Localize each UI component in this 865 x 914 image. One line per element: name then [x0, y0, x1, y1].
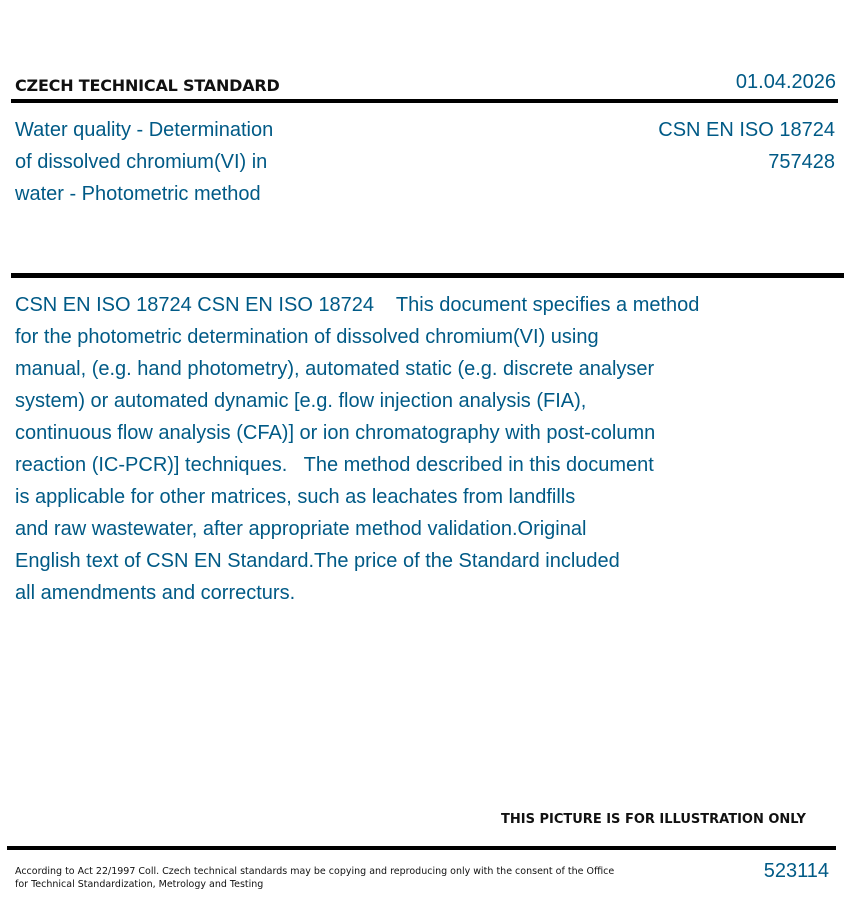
legal-line: for Technical Standardization, Metrology and Testing — [15, 879, 264, 890]
abstract-line: manual, (e.g. hand photometry), automated static (e.g. discrete analyser — [15, 358, 655, 380]
abstract-line: continuous flow analysis (CFA)] or ion chromatography with post-column — [15, 422, 656, 444]
abstract — [15, 289, 699, 609]
legal-line: According to Act 22/1997 Coll. Czech technical standards may be copying and reproducing only with the consent of the Office — [15, 866, 615, 877]
legal-notice — [15, 865, 614, 891]
abstract-line: CSN EN ISO 18724 CSN EN ISO 18724 This document specifies a method — [15, 294, 700, 316]
abstract-line: all amendments and correcturs. — [15, 582, 296, 604]
standard-category: CZECH TECHNICAL STANDARD — [15, 76, 280, 95]
abstract-line: reaction (IC-PCR)] techniques. The method described in this document — [15, 454, 654, 476]
title-divider — [11, 273, 844, 278]
catalog-number: 757428 — [768, 151, 835, 173]
abstract-line: is applicable for other matrices, such as leachates from landfills — [15, 486, 576, 508]
abstract-line: for the photometric determination of dissolved chromium(VI) using — [15, 326, 599, 348]
illustration-note: THIS PICTURE IS FOR ILLUSTRATION ONLY — [501, 812, 806, 827]
abstract-line: system) or automated dynamic [e.g. flow injection analysis (FIA), — [15, 390, 587, 412]
publication-date: 01.04.2026 — [735, 71, 836, 93]
standard-designation: CSN EN ISO 18724 — [658, 119, 835, 141]
footer-code: 523114 — [763, 860, 829, 882]
title-line: water - Photometric method — [15, 183, 261, 205]
title-line: of dissolved chromium(VI) in — [15, 151, 268, 173]
standard-title — [15, 114, 335, 210]
header-divider — [11, 99, 838, 103]
abstract-line: and raw wastewater, after appropriate method validation.Original — [15, 518, 587, 540]
footer-divider — [7, 846, 836, 850]
standard-codes — [658, 114, 835, 178]
title-line: Water quality - Determination — [15, 119, 274, 141]
abstract-line: English text of CSN EN Standard.The price of the Standard included — [15, 550, 620, 572]
